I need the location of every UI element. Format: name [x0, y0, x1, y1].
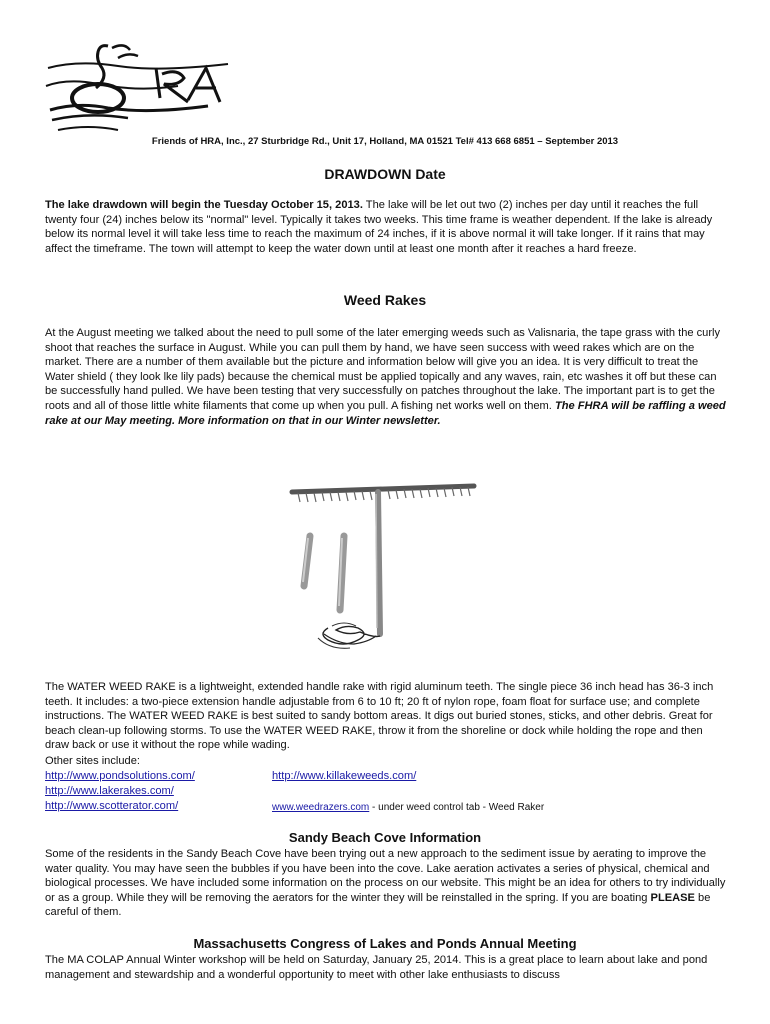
- weed-rakes-body: At the August meeting we talked about the need to pull some of the later emerging weeds such as Valisnaria, the tape grass with the curly shoot that reaches the surface in August. While you can pull them by hand, we have seen success with weed rakes which are on the market. There are a number of them available but the picture and information below will give you an idea. It is very difficult to treat the Water shield ( they look lke lily pads) because the chemical must be applied topically and any waves, rain, etc washes it off but these can be successfully hand pulled. We have been testing that very successfully on patches throughout the lake. The important part is to get the roots and all of those little white filaments that come up when you pull. A fishing net works well on them.: [45, 327, 721, 412]
- link-killakeweeds[interactable]: http://www.killakeweeds.com/: [272, 770, 417, 782]
- sandy-beach-please: PLEASE: [650, 891, 695, 904]
- weed-rakes-paragraph: [45, 326, 729, 428]
- link-lakerakes[interactable]: http://www.lakerakes.com/: [45, 785, 174, 797]
- drawdown-lead: The lake drawdown will begin the Tuesday October 15, 2013.: [45, 199, 363, 211]
- colap-title: Massachusetts Congress of Lakes and Ponds Annual Meeting: [193, 936, 577, 951]
- rake-description: The WATER WEED RAKE is a lightweight, extended handle rake with rigid aluminum teeth. The single piece 36 inch head has 36-3 inch teeth. It includes: a two-piece extension handle adjustable from 6 to 10 ft; 20 ft of nylon rope, foam float for surface use; and complete instructions. The WATER WEED RAKE is best suited to sandy bottom areas. It digs out buried stones, sticks, and other debris. Great for beach clean-up following storms. To use the WATER WEED RAKE, throw it from the shoreline or dock while holding the rope and then draw back or use it without the rope while wading.: [45, 681, 714, 752]
- link-pondsolutions[interactable]: http://www.pondsolutions.com/: [45, 770, 195, 782]
- fhra-logo: [38, 38, 238, 138]
- weedrazers-note: - under weed control tab - Weed Raker: [369, 802, 545, 813]
- colap-paragraph: The MA COLAP Annual Winter workshop will be held on Saturday, January 25, 2014. This is a great place to learn about lake and pond management and stewardship and a wonderful opportunity to meet with other lake enthusiasts to discuss: [45, 954, 708, 981]
- drawdown-body: The lake will be let out two (2) inches per day until it reaches the full twenty four (24) inches below its "normal" level. Typically it takes two weeks. This time frame is weather dependent. If the lake is already below its normal level it will take less time to reach the maximum of 24 inches, if it is above normal it will take longer. If it rains that may affect the timeframe. The town will attempt to keep the water down until at least one month after it reaches a hard freeze.: [45, 199, 713, 255]
- weed-rake-image: [288, 478, 488, 668]
- sandy-beach-end: be careful of them.: [45, 891, 711, 919]
- other-sites-label: Other sites include:: [45, 755, 140, 767]
- weed-rakes-title: Weed Rakes: [343, 292, 427, 308]
- weed-rakes-raffle: The FHRA will be raffling a weed rake at our May meeting. More information on that in our Winter newsletter.: [45, 399, 726, 427]
- sandy-beach-title: Sandy Beach Cove Information: [288, 830, 482, 845]
- weedrazers-line: [272, 801, 544, 816]
- sandy-beach-paragraph: [45, 847, 729, 920]
- sandy-beach-body: Some of the residents in the Sandy Beach Cove have been trying out a new approach to the sediment issue by aerating to improve the water quality. You may have seen the bubbles if you have been into the cove. Lake aeration activates a series of physical, chemical and biological processes. We have included some information on the process on our website. This might be an idea for others to try individually or as a group. While they will be removing the aerators for the winter they will be reinstalled in the spring. If you are boating: [45, 848, 726, 904]
- link-weedrazers[interactable]: www.weedrazers.com: [272, 802, 370, 813]
- header-info: Friends of HRA, Inc., 27 Sturbridge Rd., Unit 17, Holland, MA 01521 Tel# 413 668 6851 – September 2013: [151, 136, 619, 147]
- drawdown-title: DRAWDOWN Date: [324, 166, 446, 182]
- link-scotterator[interactable]: http://www.scotterator.com/: [45, 800, 179, 812]
- drawdown-paragraph: [45, 198, 729, 256]
